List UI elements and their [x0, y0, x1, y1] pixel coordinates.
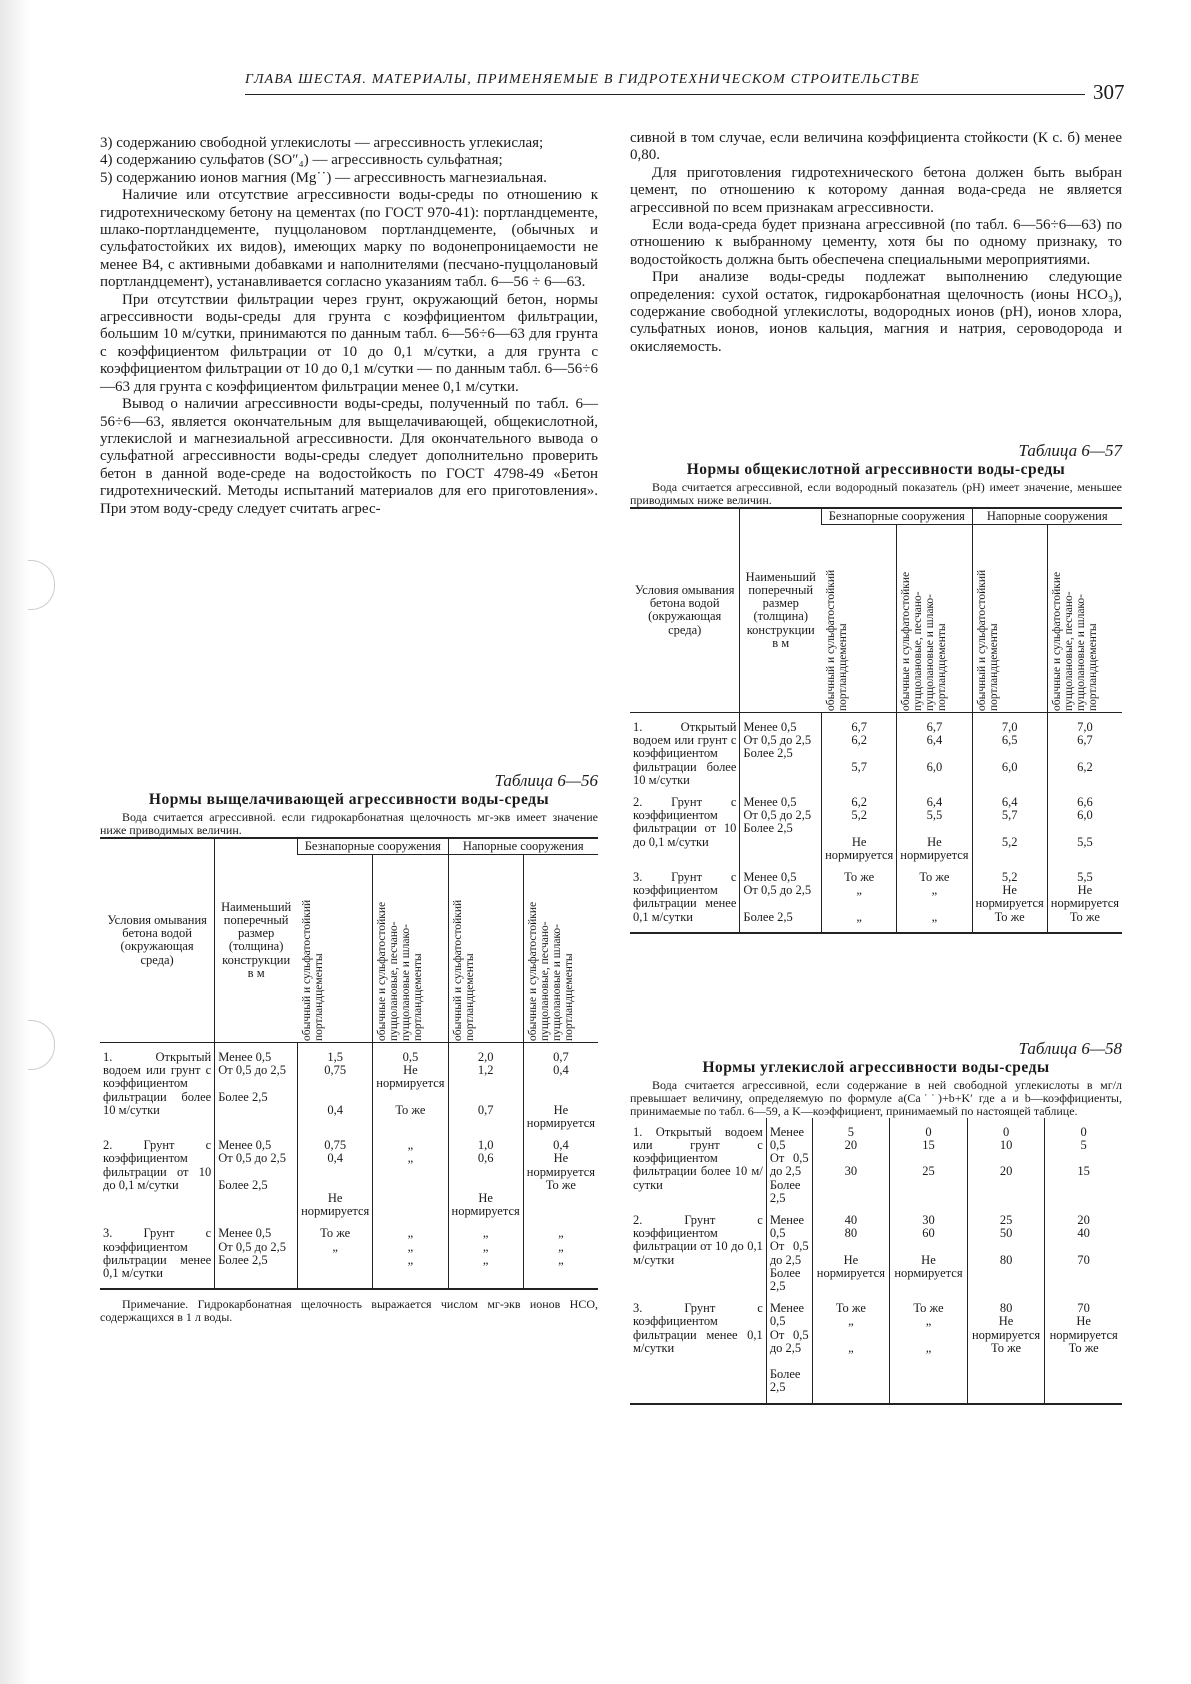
paragraph: Наличие или отсутствие агрессивности воды-среды по отношению к гидротехническому бетону на цементах (по ГОСТ 970-41): портландцементе, шлако-портландцементе, пуццолановом портландцементе, (обычных и сульфатостойких их видов), имеющих марку по водонепроницаемости не менее В4, с активными добавками и наполнителями (песчано-пуццолановый портландцемент), устанавливается согласно указаниям табл. 6—56 ÷ 6—63.	[100, 187, 598, 291]
paragraph: 3) содержанию свободной углекислоты — агрессивность углекислая;	[100, 135, 544, 151]
col-header-cement: обычные и сульфатостойкие пуццолановые, песчано-пуццолановые и шлако-портландцементы	[1050, 571, 1099, 712]
cell-size: Менее 0,5 От 0,5 до 2,5 Более 2,5	[215, 1226, 298, 1289]
table-row	[630, 1301, 1122, 1403]
cell-a: То же „ „	[822, 870, 897, 933]
left-column	[100, 135, 598, 518]
col-header-conditions: Условия омывания бетона водой (окружающая среда)	[100, 838, 215, 1043]
paragraph: При анализе воды-среды подлежат выполнению следующие определения: сухой остаток, гидрокарбонатная щелочность (ионы HCO₃), содержание свободной углекислоты, водородных ионов (pH), ионов хлора, сульфатных ионов, ионов кальция, магния и натрия, сероводорода и окисляемость.	[630, 269, 1122, 355]
cell-d: 70 Не нормируется То же	[1045, 1301, 1122, 1403]
running-title: ГЛАВА ШЕСТАЯ. МАТЕРИАЛЫ, ПРИМЕНЯЕМЫЕ В ГИДРОТЕХНИЧЕСКОМ СТРОИТЕЛЬСТВЕ	[245, 72, 921, 87]
page-number: 307	[1093, 80, 1125, 104]
table-6-58-block	[630, 1040, 1122, 1405]
table-6-56	[100, 837, 598, 1290]
cell-d: 20 40 70	[1045, 1213, 1122, 1301]
col-group-pressure: Напорные сооружения	[448, 838, 598, 855]
cell-d: 0,7 0,4 Не нормируется	[523, 1043, 598, 1139]
cell-d: „ „ „	[523, 1226, 598, 1289]
cell-cond: 3. Грунт с коэффициентом фильтрации менее 0,1 м/сутки	[630, 870, 740, 933]
table-row	[630, 1118, 1122, 1213]
cell-size: Менее 0,5 От 0,5 до 2,5 Более 2,5	[766, 1301, 812, 1403]
cell-size: Менее 0,5 От 0,5 до 2,5 Более 2,5	[740, 870, 822, 933]
col-header-cement: обычный и сульфатостойкий портландцементы	[824, 569, 849, 712]
cell-cond: 2. Грунт с коэффициентом фильтрации от 10 до 0,1 м/сутки	[633, 1213, 763, 1267]
cell-cond: 1. Открытый водоем или грунт с коэффициентом фильтрации более 10 м/сутки	[103, 1050, 212, 1117]
right-column	[630, 130, 1122, 356]
cell-cond: 2. Грунт с коэффициентом фильтрации от 10 до 0,1 м/сутки	[103, 1138, 212, 1192]
col-header-cement: обычные и сульфатостойкие пуццолановые, песчано-пуццолановые и шлако-портландцементы	[376, 901, 425, 1042]
table-title: Нормы общекислотной агрессивности воды-среды	[686, 461, 1066, 479]
paragraph: 4) содержанию сульфатов (SO″₄) — агрессивность сульфатная;	[100, 152, 503, 169]
col-group-free-flow: Безнапорные сооружения	[298, 838, 448, 855]
table-row	[100, 1226, 598, 1289]
cell-d: 0,4 Не нормируется То же	[523, 1138, 598, 1226]
table-6-57-block	[630, 442, 1122, 934]
cell-b: 30 60 Не нормируется	[890, 1213, 968, 1301]
cell-b: То же „ „	[890, 1301, 968, 1403]
paragraph: Для приготовления гидротехнического бетона должен быть выбран цемент, по отношению к которому данная вода-среда не является агрессивной по всем признакам агрессивности.	[630, 164, 1122, 216]
col-header-cement: обычные и сульфатостойкие пуццолановые, песчано-пуццолановые и шлако-портландцементы	[900, 571, 949, 712]
cell-size: Менее 0,5 От 0,5 до 2,5 Более 2,5	[215, 1043, 298, 1139]
cell-c: 6,4 5,7 5,2	[972, 795, 1047, 870]
table-title: Нормы выщелачивающей агрессивности воды-среды	[148, 791, 550, 809]
scan-edge	[0, 0, 30, 1684]
cell-cond: 1. Открытый водоем или грунт с коэффициентом фильтрации более 10 м/сутки	[633, 1124, 763, 1192]
cell-c: 2,0 1,2 0,7	[448, 1043, 523, 1139]
cell-b: То же „ „	[897, 870, 972, 933]
cell-cond: 1. Открытый водоем или грунт с коэффициентом фильтрации более 10 м/сутки	[633, 720, 737, 787]
table-caption: Таблица 6—57	[1018, 441, 1122, 460]
paragraph: При отсутствии фильтрации через грунт, окружающий бетон, нормы агрессивности воды-среды для грунта с коэффициентом фильтрации, большим 10 м/сутки, принимаются по данным табл. 6—56÷6—63 для грунта с коэффициентом фильтрации от 10 до 0,1 м/сутки, а для грунта с коэффициентом фильтрации от 10 до 0,1 м/сутки — по данным табл. 6—56÷6—63 для грунта с коэффициентом фильтрации менее 0,1 м/сутки.	[100, 291, 598, 395]
table-note: Вода считается агрессивной, если водородный показатель (pH) имеет значение, меньшее приводимых ниже величин.	[630, 479, 1122, 507]
table-row	[630, 713, 1122, 796]
table-row	[100, 1043, 598, 1139]
header-rule	[245, 94, 1085, 95]
cell-a: То же „ „	[812, 1301, 890, 1403]
cell-size: Менее 0,5 От 0,5 до 2,5 Более 2,5	[766, 1118, 812, 1213]
paragraph: Вывод о наличии агрессивности воды-среды, полученный по табл. 6—56÷6—63, является окончательным для выщелачивающей, общекислотной, углекислой и магнезиальной агрессивности. Для окончательного вывода о сульфатной агрессивности воды-среды следует дополнительно проверить бетон в данной воде-среде на водостойкость по ГОСТ 4798-49 «Бетон гидротехнический. Методы испытаний материалов для его приготовления». При этом воду-среду следует считать агрес-	[100, 396, 598, 517]
punch-hole	[28, 560, 55, 610]
cell-c: 1,0 0,6 Не нормируется	[448, 1138, 523, 1226]
cell-c: 25 50 80	[967, 1213, 1045, 1301]
cell-d: 6,6 6,0 5,5	[1047, 795, 1122, 870]
table-note: Вода считается агрессивной. если гидрокарбонатная щелочность мг-экв имеет значение ниже приводимых величин.	[100, 809, 598, 837]
table-footnote: Примечание. Гидрокарбонатная щелочность выражается числом мг-экв ионов HCO, содержащихся в 1 л воды.	[100, 1297, 598, 1325]
cell-b: 0 15 25	[890, 1118, 968, 1213]
cell-b: 6,7 6,4 6,0	[897, 713, 972, 796]
cell-b: 6,4 5,5 Не нормируется	[897, 795, 972, 870]
cell-d: 0 5 15	[1045, 1118, 1122, 1213]
col-header-cement: обычный и сульфатостойкий портландцементы	[451, 899, 476, 1042]
cell-size: Менее 0,5 От 0,5 до 2,5 Более 2,5	[740, 713, 822, 796]
cell-size: Менее 0,5 От 0,5 до 2,5 Более 2,5	[766, 1213, 812, 1301]
cell-size: Менее 0,5 От 0,5 до 2,5 Более 2,5	[740, 795, 822, 870]
cell-size: Менее 0,5 От 0,5 до 2,5 Более 2,5	[215, 1138, 298, 1226]
col-group-pressure: Напорные сооружения	[972, 508, 1122, 525]
cell-a: 6,2 5,2 Не нормируется	[822, 795, 897, 870]
col-header-cement: обычный и сульфатостойкий портландцементы	[975, 569, 1000, 712]
cell-cond: 2. Грунт с коэффициентом фильтрации от 10 до 0,1 м/сутки	[633, 795, 737, 849]
cell-a: То же „	[298, 1226, 373, 1289]
table-row	[630, 870, 1122, 933]
col-header-conditions: Условия омывания бетона водой (окружающая среда)	[630, 508, 740, 713]
cell-d: 7,0 6,7 6,2	[1047, 713, 1122, 796]
paragraph: Если вода-среда будет признана агрессивной (по табл. 6—56÷6—63) по отношению к выбранному цементу, хотя бы по одному признаку, то водостойкость должна быть обеспечена специальными мероприятиями.	[630, 217, 1122, 268]
cell-c: „ „ „	[448, 1226, 523, 1289]
table-6-58	[630, 1118, 1122, 1405]
table-note: Вода считается агрессивной, если содержание в ней свободной углекислоты в мг/л превышает величину, определяемую по формуле a(Ca˙˙)+b+K′ где a и b—коэффициенты, принимаемые по табл. 6—59, а K—коэффициент, принимаемый по настоящей таблице.	[630, 1077, 1122, 1118]
punch-hole	[28, 1020, 55, 1070]
cell-a: 1,5 0,75 0,4	[298, 1043, 373, 1139]
cell-c: 7,0 6,5 6,0	[972, 713, 1047, 796]
col-group-free-flow: Безнапорные сооружения	[822, 508, 972, 525]
cell-b: 0,5 Не нормируется То же	[373, 1043, 448, 1139]
paragraph: сивной в том случае, если величина коэффициента стойкости (К с. б) менее 0,80.	[630, 130, 1122, 164]
cell-c: 80 Не нормируется То же	[967, 1301, 1045, 1403]
cell-b: „ „	[373, 1138, 448, 1226]
table-row	[630, 795, 1122, 870]
cell-c: 0 10 20	[967, 1118, 1045, 1213]
paragraph: 5) содержанию ионов магния (Mg˙˙) — агрессивность магнезиальная.	[100, 169, 547, 186]
cell-c: 5,2 Не нормируется То же	[972, 870, 1047, 933]
cell-a: 6,7 6,2 5,7	[822, 713, 897, 796]
table-caption: Таблица 6—56	[494, 771, 598, 790]
cell-a: 0,75 0,4 Не нормируется	[298, 1138, 373, 1226]
col-header-cement: обычные и сульфатостойкие пуццолановые, песчано-пуццолановые и шлако-портландцементы	[526, 901, 575, 1042]
cell-cond: 3. Грунт с коэффициентом фильтрации менее 0,1 м/сутки	[630, 1301, 766, 1403]
cell-d: 5,5 Не нормируется То же	[1047, 870, 1122, 933]
col-header-size: Наименьший поперечный размер (толщина) конструкции в м	[215, 838, 298, 1043]
table-row	[100, 1138, 598, 1226]
table-title: Нормы углекислой агрессивности воды-среды	[702, 1059, 1050, 1077]
col-header-size: Наименьший поперечный размер (толщина) конструкции в м	[740, 508, 822, 713]
col-header-cement: обычный и сульфатостойкий портландцементы	[300, 899, 325, 1042]
table-6-56-block	[100, 772, 598, 1324]
table-caption: Таблица 6—58	[1018, 1039, 1122, 1058]
table-6-57	[630, 507, 1122, 934]
table-row	[630, 1213, 1122, 1301]
cell-cond: 3. Грунт с коэффициентом фильтрации менее 0,1 м/сутки	[100, 1226, 215, 1289]
cell-a: 40 80 Не нормируется	[812, 1213, 890, 1301]
cell-b: „ „ „	[373, 1226, 448, 1289]
cell-a: 5 20 30	[812, 1118, 890, 1213]
